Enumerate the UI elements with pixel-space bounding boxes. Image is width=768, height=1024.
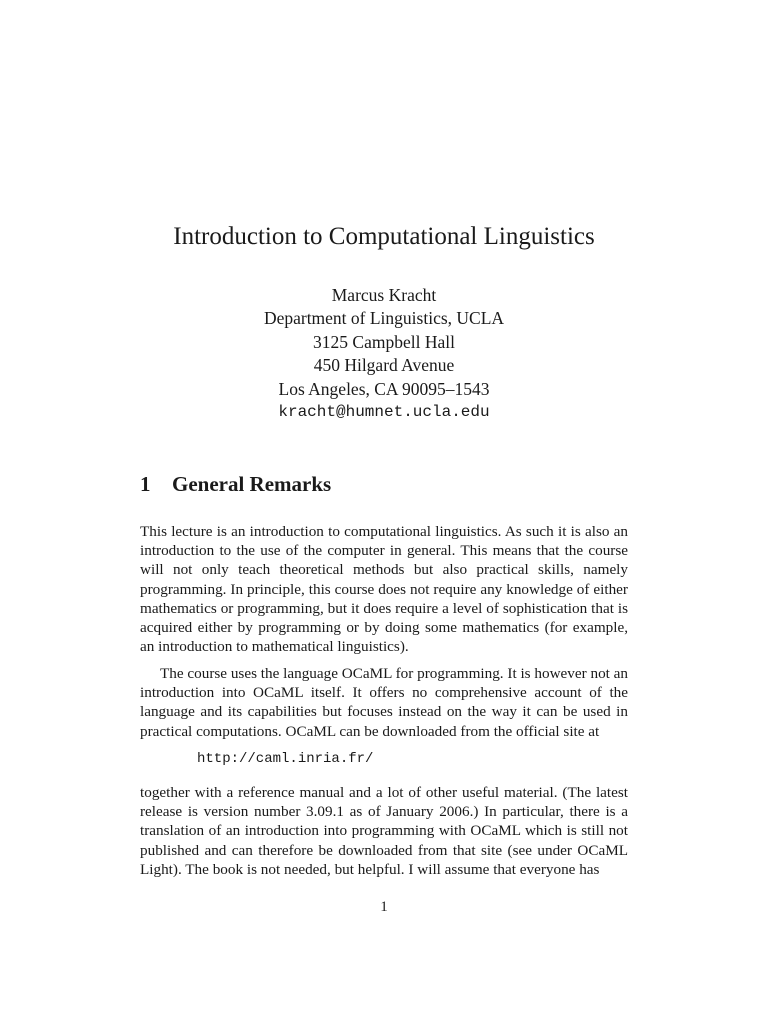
section-number: 1 xyxy=(140,472,151,496)
author-city: Los Angeles, CA 90095–1543 xyxy=(278,378,490,399)
section-heading xyxy=(140,470,331,498)
paragraph-text: together with a reference manual and a lot of other useful material. (The latest release is version number 3.09.1 as of January 2006.) In particular, there is a translation of an introduction into programming with OCaML which is still not published and can therefore be downloaded from that site (see under OCaML Light). The book is not needed, but helpful. I will assume that everyone has xyxy=(140,784,628,878)
section-title: General Remarks xyxy=(172,472,332,496)
paragraph-text: The course uses the language OCaML for programming. It is however not an introduction into OCaML itself. It offers no comprehensive account of the language and its capabilities but focuses instead on the way it can be used in practical computations. OCaML can be downloaded from the official site at xyxy=(140,665,629,740)
ocaml-url: http://caml.inria.fr/ xyxy=(197,751,374,767)
author-name: Marcus Kracht xyxy=(331,285,437,305)
paragraph-3 xyxy=(140,783,628,879)
document-title: Introduction to Computational Linguistics xyxy=(173,223,595,250)
page-number: 1 xyxy=(380,899,388,915)
author-block xyxy=(0,284,768,424)
author-building: 3125 Campbell Hall xyxy=(313,331,455,352)
paragraph-text: This lecture is an introduction to computational linguistics. As such it is also an introduction to the use of the computer in general. This means that the course will not only teach theoretical methods but also practical skills, namely programming. In principle, this course does not require any knowledge of either mathematics or programming, but it does require a level of sophistication that is acquired either by programming or by doing some mathematics (for example, an introduction to mathematical linguistics). xyxy=(140,523,628,656)
author-department: Department of Linguistics, UCLA xyxy=(263,308,505,329)
author-email: kracht@humnet.ucla.edu xyxy=(278,403,490,422)
author-street: 450 Hilgard Avenue xyxy=(313,355,455,376)
paragraph-1 xyxy=(140,522,628,656)
paragraph-2 xyxy=(140,664,628,741)
